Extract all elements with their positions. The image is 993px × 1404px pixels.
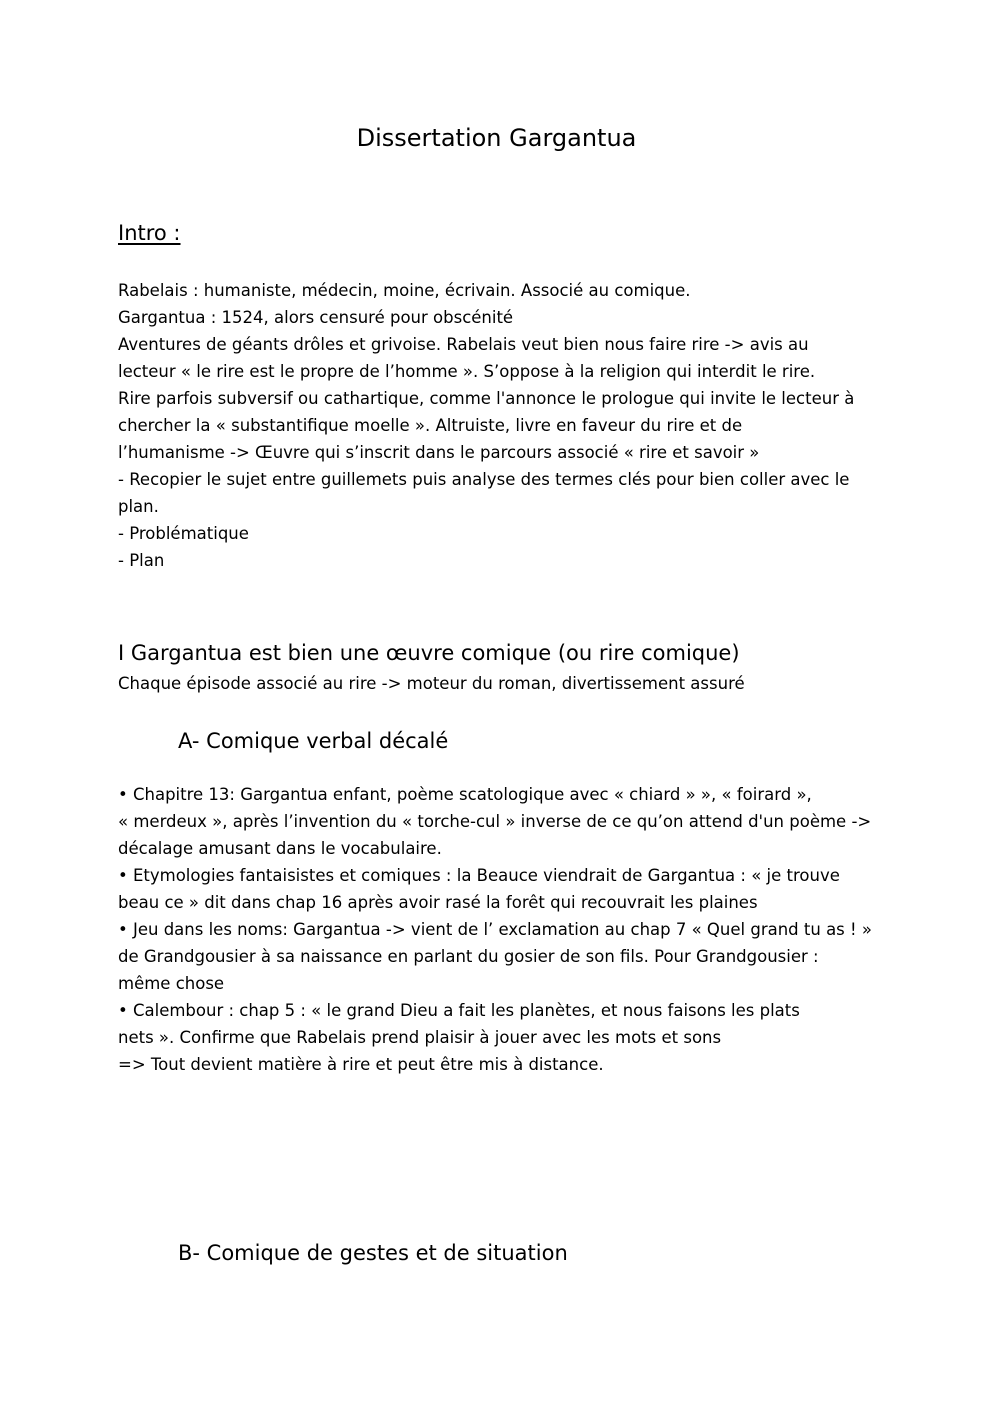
intro-line: plan. — [118, 497, 159, 516]
intro-line: Gargantua : 1524, alors censuré pour obscénité — [118, 308, 514, 327]
intro-line: - Recopier le sujet entre guillemets puis analyse des termes clés pour bien coller avec le — [118, 470, 850, 489]
section-a-line: même chose — [118, 974, 225, 993]
section-a-line: de Grandgousier à sa naissance en parlant du gosier de son fils. Pour Grandgousier : — [118, 947, 819, 966]
section-a-line: • Chapitre 13: Gargantua enfant, poème scatologique avec « chiard » », « foirard », — [118, 785, 812, 804]
intro-line: - Plan — [118, 551, 165, 570]
section-a-body — [118, 781, 888, 1078]
section-a-line: • Etymologies fantaisistes et comiques : la Beauce viendrait de Gargantua : « je trouve — [118, 866, 840, 885]
section-a-line: nets ». Confirme que Rabelais prend plaisir à jouer avec les mots et sons — [118, 1028, 722, 1047]
part1-subtitle — [118, 670, 888, 697]
intro-line: l’humanisme -> Œuvre qui s’inscrit dans le parcours associé « rire et savoir » — [118, 443, 760, 462]
section-a-line: • Calembour : chap 5 : « le grand Dieu a fait les planètes, et nous faisons les plats — [118, 1001, 800, 1020]
intro-heading: Intro : — [118, 221, 181, 245]
document-title: Dissertation Gargantua — [356, 124, 637, 152]
intro-line: - Problématique — [118, 524, 249, 543]
section-a-line: => Tout devient matière à rire et peut être mis à distance. — [118, 1055, 604, 1074]
part1-subtitle-text: Chaque épisode associé au rire -> moteur du roman, divertissement assuré — [118, 674, 745, 693]
section-a-line: beau ce » dit dans chap 16 après avoir rasé la forêt qui recouvrait les plaines — [118, 893, 758, 912]
intro-line: chercher la « substantifique moelle ». Altruiste, livre en faveur du rire et de — [118, 416, 743, 435]
section-a-line: « merdeux », après l’invention du « torche-cul » inverse de ce qu’on attend d'un poème -> — [118, 812, 872, 831]
intro-line: Aventures de géants drôles et grivoise. Rabelais veut bien nous faire rire -> avis au — [118, 335, 809, 354]
section-a-line: • Jeu dans les noms: Gargantua -> vient de l’ exclamation au chap 7 « Quel grand tu as ! » — [118, 920, 872, 939]
intro-line: lecteur « le rire est le propre de l’homme ». S’oppose à la religion qui interdit le rire. — [118, 362, 816, 381]
intro-line: Rabelais : humaniste, médecin, moine, écrivain. Associé au comique. — [118, 281, 691, 300]
intro-line: Rire parfois subversif ou cathartique, comme l'annonce le prologue qui invite le lecteur à — [118, 389, 855, 408]
section-a-heading: A- Comique verbal décalé — [178, 729, 449, 753]
part1-heading: I Gargantua est bien une œuvre comique (ou rire comique) — [118, 641, 740, 665]
intro-body — [118, 277, 888, 574]
section-a-line: décalage amusant dans le vocabulaire. — [118, 839, 442, 858]
section-b-heading: B- Comique de gestes et de situation — [178, 1241, 568, 1265]
